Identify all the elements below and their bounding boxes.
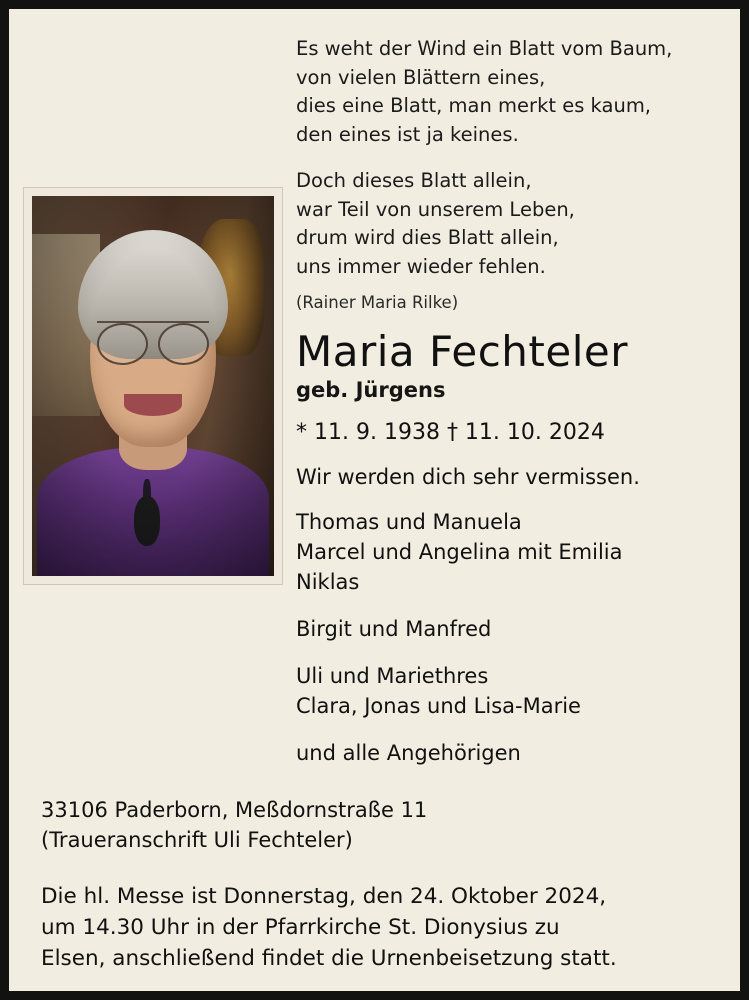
poem-attribution: (Rainer Maria Rilke) <box>296 293 459 312</box>
poem-line: dies eine Blatt, man merkt es kaum, <box>296 94 652 117</box>
poem-line: uns immer wieder fehlen. <box>296 254 546 278</box>
mourning-address <box>41 795 731 855</box>
poem-stanza-2 <box>296 167 726 281</box>
deceased-maiden-name: geb. Jürgens <box>296 378 446 402</box>
service-line: um 14.30 Uhr in der Pfarrkirche St. Dionysius zu <box>41 915 560 940</box>
farewell-message: Wir werden dich sehr vermissen. <box>296 465 640 489</box>
photo-vignette <box>32 196 274 576</box>
family-line: Birgit und Manfred <box>296 617 492 641</box>
family-group <box>296 507 726 597</box>
poem-line: von vielen Blättern eines, <box>296 65 546 89</box>
family-line: und alle Angehörigen <box>296 741 521 765</box>
portrait-photo <box>32 196 274 576</box>
family-line: Uli und Mariethres <box>296 664 489 688</box>
deceased-dates: * 11. 9. 1938 † 11. 10. 2024 <box>296 420 605 445</box>
service-line: Elsen, anschließend findet die Urnenbeisetzung statt. <box>41 946 617 971</box>
poem-line: Doch dieses Blatt allein, <box>296 169 532 192</box>
family-group <box>296 738 726 768</box>
poem-line: den eines ist ja keines. <box>296 122 519 146</box>
family-line: Thomas und Manuela <box>296 510 522 534</box>
family-group <box>296 614 726 644</box>
deceased-name: Maria Fechteler <box>296 327 628 376</box>
poem-stanza-1 <box>296 35 726 149</box>
address-line: (Traueranschrift Uli Fechteler) <box>41 828 353 852</box>
poem-line: drum wird dies Blatt allein, <box>296 226 559 249</box>
funeral-service-info <box>41 881 731 974</box>
family-group <box>296 661 726 721</box>
family-line: Niklas <box>296 570 360 594</box>
poem <box>296 35 726 281</box>
service-line: Die hl. Messe ist Donnerstag, den 24. Oktober 2024, <box>41 884 607 909</box>
text-column <box>296 35 726 785</box>
poem-line: war Teil von unserem Leben, <box>296 197 575 221</box>
family-line: Clara, Jonas und Lisa-Marie <box>296 694 581 718</box>
address-line: 33106 Paderborn, Meßdornstraße 11 <box>41 798 428 822</box>
poem-line: Es weht der Wind ein Blatt vom Baum, <box>296 37 673 60</box>
family-line: Marcel und Angelina mit Emilia <box>296 540 623 564</box>
portrait-photo-frame <box>23 187 283 585</box>
